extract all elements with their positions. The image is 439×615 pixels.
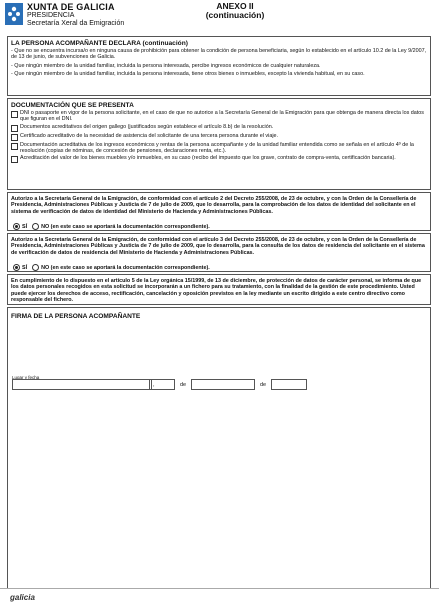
identity-authorization-options bbox=[8, 222, 213, 230]
place-input[interactable] bbox=[12, 379, 152, 390]
footer-divider bbox=[0, 588, 439, 589]
xunta-logo-icon bbox=[5, 3, 23, 25]
identity-yes-label: SÍ bbox=[22, 223, 28, 230]
header bbox=[0, 0, 439, 34]
residence-no-label: NO (en este caso se aportará la documentación correspondiente). bbox=[41, 264, 210, 271]
doc-item-label: Documentos acreditativos del origen gallego (justificados según establece el artículo 8.b) de la resolución. bbox=[20, 123, 274, 130]
documentation-section bbox=[7, 98, 431, 190]
doc-item-label: Certificado acreditativo de la necesidad de asistencia del solicitante de una tercera persona durante el viaje. bbox=[20, 132, 279, 139]
declaration-section bbox=[7, 36, 431, 96]
residence-authorization-options bbox=[8, 263, 213, 271]
identity-authorization-text: Autorizo a la Secretaría General de la Emigración, de conformidad con el artículo 2 del Decreto 255/2008, de 23 de octubre, y con la Orden de la Consellería de Presidencia, Administraciones Públicas y Justicia de 7 de julio de 2009, que lo desarrolla, para la comprobación de los datos de identidad del solicitante en el sistema de verificación de datos de identidad del Ministerio de Hacienda y Administraciones Públicas. bbox=[11, 196, 417, 215]
org-name: XUNTA DE GALICIA bbox=[27, 2, 115, 12]
declaration-item: - Que ningún miembro de la unidad familiar, incluida la persona interesada, tiene otros bienes o inmuebles, excepto la vivienda habitual, en su caso. bbox=[11, 71, 365, 78]
signature-title: FIRMA DE LA PERSONA ACOMPAÑANTE bbox=[11, 313, 141, 320]
residence-authorization-section bbox=[7, 233, 431, 272]
doc-item-label: Acreditación del valor de los bienes muebles y/o inmuebles, en su caso (recibo del impuesto que los grave, contrato de compra-venta, certificación bancaria). bbox=[20, 155, 396, 162]
doc-item-label: Documentación acreditativa de los ingresos económicos y rentas de la persona acompañante y de la unidad familiar entendida como se señala en el artículo 4º de la resolución (copias de nóminas, de concesión de pensiones, declaraciones renta, etc.). bbox=[20, 141, 414, 154]
comma-separator: , bbox=[153, 382, 155, 388]
identity-yes-radio[interactable] bbox=[13, 223, 20, 230]
documentation-title: DOCUMENTACIÓN QUE SE PRESENTA bbox=[11, 102, 134, 109]
organization-block bbox=[27, 2, 124, 27]
day-input[interactable] bbox=[149, 379, 175, 390]
residence-yes-label: SÍ bbox=[22, 264, 28, 271]
declaration-title: LA PERSONA ACOMPAÑANTE DECLARA (continuación) bbox=[11, 40, 188, 47]
doc-item bbox=[8, 155, 430, 164]
doc-checkbox[interactable] bbox=[11, 134, 18, 141]
footer-brand: galicia bbox=[10, 593, 35, 602]
signature-section bbox=[7, 307, 431, 589]
doc-checkbox[interactable] bbox=[11, 111, 18, 118]
doc-checkbox[interactable] bbox=[11, 156, 18, 163]
declaration-item: - Que ningún miembro de la unidad familiar, incluida la persona interesada, percibe ingresos económicos de cualquier naturaleza. bbox=[11, 62, 321, 69]
de-separator-1: de bbox=[180, 382, 187, 388]
declaration-item: - Que no se encuentra incursa/o en ninguna causa de prohibición para obtener la condición de persona beneficiaria, según lo establecido en el artículo 10.2 de la Ley 9/2007, de 13 de junio, de subvenciones de Galicia. bbox=[11, 48, 427, 61]
privacy-section bbox=[7, 274, 431, 305]
doc-item bbox=[8, 110, 430, 124]
department: PRESIDENCIA bbox=[27, 12, 75, 19]
residence-authorization-text: Autorizo a la Secretaría General de la Emigración, de conformidad con el artículo 3 del Decreto 255/2008, de 23 de octubre, y con la Orden de la Consellería de Presidencia, Administraciones Públicas y Justicia de 7 de julio de 2009, que lo desarrolla, para la consulta de los datos de residencia del solicitante en el sistema de verificación de datos de residencia del Ministerio de Hacienda y Administraciones Públicas. bbox=[11, 237, 425, 256]
subdepartment: Secretaría Xeral da Emigración bbox=[27, 19, 125, 27]
year-input[interactable] bbox=[271, 379, 307, 390]
residence-no-radio[interactable] bbox=[32, 264, 39, 271]
doc-item-label: DNI o pasaporte en vigor de la persona solicitante, en el caso de que no autorice a la Secretaría General de la Emigración para que obtenga de manera directa los datos que figuran en el DNI. bbox=[20, 110, 424, 123]
month-input[interactable] bbox=[191, 379, 255, 390]
doc-item bbox=[8, 124, 430, 133]
doc-checkbox[interactable] bbox=[11, 143, 18, 150]
de-separator-2: de bbox=[260, 382, 267, 388]
residence-yes-radio[interactable] bbox=[13, 264, 20, 271]
annex-subtitle: (continuación) bbox=[205, 10, 265, 20]
annex-title: ANEXO II bbox=[216, 1, 254, 11]
place-date-label: Lugar y fecha bbox=[12, 375, 40, 380]
doc-item bbox=[8, 142, 430, 156]
doc-checkbox[interactable] bbox=[11, 125, 18, 132]
privacy-text: En cumplimiento de lo dispuesto en el artículo 5 de la Ley orgánica 15/1999, de 13 de diciembre, de protección de datos de carácter personal, se informa de que los datos personales recogidos en esta solicitud se incorporarán a un fichero para su tratamiento, con la finalidad de la gestión de este procedimiento. Usted puede ejercer los derechos de acceso, rectificación, cancelación y oposición previstos en la ley mediante un escrito dirigido a este centro directivo como responsable del fichero. bbox=[11, 278, 422, 304]
identity-no-radio[interactable] bbox=[32, 223, 39, 230]
identity-no-label: NO (en este caso se aportará la documentación correspondiente). bbox=[41, 223, 210, 230]
annex-heading bbox=[180, 2, 290, 20]
doc-item bbox=[8, 133, 430, 142]
identity-authorization-section bbox=[7, 192, 431, 231]
